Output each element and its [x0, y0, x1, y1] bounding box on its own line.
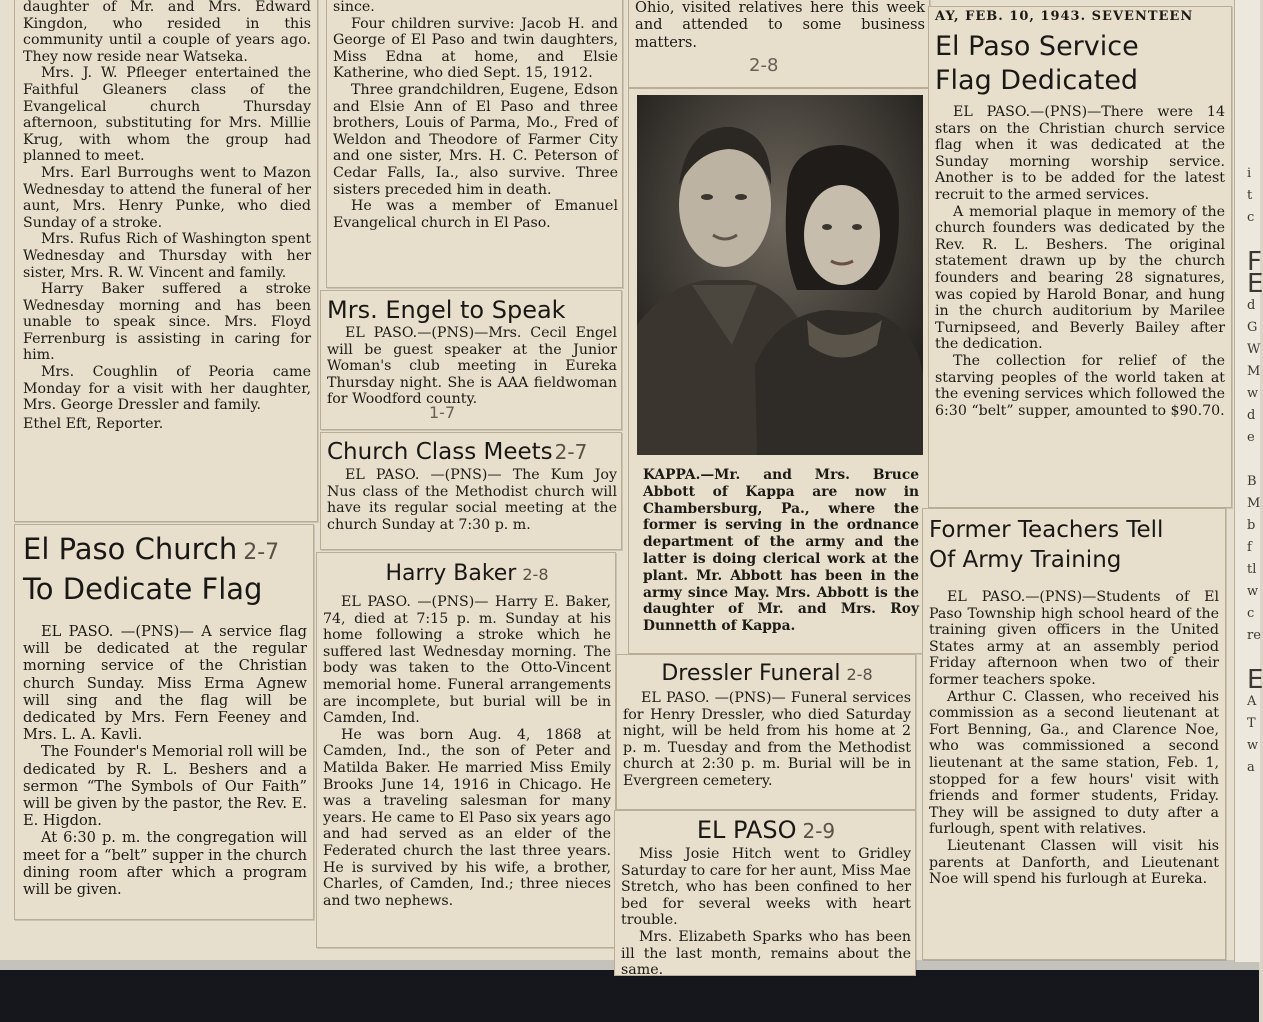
- paragraph: The Founder's Memorial roll will be dedicated by R. L. Beshers and a sermon “The Symbols of Our Faith” will be given by the pastor, the Rev. E. E. Higdon.: [23, 743, 307, 830]
- clipping-visit-note: [628, 0, 930, 88]
- paragraph: At 6:30 p. m. the congregation will meet for a “belt” supper in the church dining room after which a program will be given.: [23, 829, 307, 899]
- edge-letter: M: [1247, 364, 1261, 379]
- headline: [323, 559, 611, 590]
- edge-letter: G: [1247, 320, 1258, 335]
- paragraph: Miss Josie Hitch went to Gridley Saturday to care for her aunt, Miss Mae Stretch, who has been confined to her bed for several weeks with heart trouble.: [621, 846, 911, 929]
- handwritten-date: 1-7: [429, 403, 456, 422]
- headline-line-2: Of Army Training: [929, 547, 1122, 573]
- edge-letters: [1247, 160, 1263, 776]
- handwritten-date: 2-8: [522, 565, 549, 584]
- clipping-flag-article: [14, 524, 314, 920]
- edge-letter: tl: [1247, 562, 1257, 577]
- edge-letter: w: [1247, 584, 1259, 599]
- handwritten-date: 2-8: [846, 665, 873, 684]
- clipping-obituary-continued: [326, 0, 623, 288]
- edge-letter: b: [1247, 518, 1256, 533]
- edge-letter: i: [1247, 166, 1252, 181]
- paragraph: The collection for relief of the starving peoples of the world taken at the evening services which followed the 6:30 “belt” supper, amounted to $90.70.: [935, 352, 1225, 419]
- paragraph: since.: [333, 0, 375, 15]
- paragraph: daughter of Mr. and Mrs. Edward Kingdon, who resided in this community until a couple of years ago. They now reside near Watseka.: [23, 0, 311, 65]
- paragraph: EL PASO.—(PNS)—There were 14 stars on the Christian church service flag when it was dedicated at the Sunday morning worship service. Another is to be added for the latest recruit to the armed services.: [935, 104, 1225, 203]
- headline-line-2: To Dedicate Flag: [23, 572, 263, 606]
- edge-letter: d: [1247, 298, 1256, 313]
- paragraph: A memorial plaque in memory of the church founders was dedicated by the Rev. R. L. Beshers. The original statement drawn up by the church founders and bearing 28 signatures, was copied by Harold Bonar, and hung in the church auditorium by Marilee Turnipseed, and Beverly Bailey after the dedication.: [935, 203, 1225, 353]
- paragraph: Harry Baker suffered a stroke Wednesday morning and has been unable to speak since. Mrs. Floyd Ferrenburg is assisting in caring for him.: [23, 281, 311, 364]
- headline-line-1: El Paso Service: [935, 31, 1139, 62]
- edge-letter: M: [1247, 496, 1261, 511]
- handwritten-date: 2-7: [554, 440, 588, 464]
- edge-letter: F: [1247, 247, 1262, 277]
- clipping-church-class: [320, 432, 622, 550]
- partial-clipping-right: [1234, 0, 1263, 962]
- photo-portrait: [637, 95, 923, 455]
- handwritten-date: 2-7: [243, 540, 280, 565]
- paragraph: EL PASO. —(PNS)— The Kum Joy Nus class of the Methodist church will have its regular social meeting at the church Sunday at 7:30 p. m.: [327, 467, 617, 533]
- paragraph: Mrs. Elizabeth Sparks who has been ill the last month, remains about the same.: [621, 928, 911, 979]
- paragraph: Three grandchildren, Eugene, Edson and Elsie Ann of El Paso and three brothers, Louis of Parma, Mo., Fred of Weldon and Theodore of Farmer City and one sister, Mrs. H. C. Peterson of Cedar Falls, Ia., also survive. Three sisters preceded him in death.: [333, 81, 618, 198]
- paragraph: Mrs. Rufus Rich of Washington spent Wednesday and Thursday with her sister, Mrs. R. W. Vincent and family.: [23, 231, 311, 281]
- paragraph: EL PASO. —(PNS)— Harry E. Baker, 74, died at 7:15 p. m. Sunday at his home following a stroke which he suffered last Wednesday morning. The body was taken to the Otto-Vincent memorial home. Funeral arrangements are incomplete, but burial will be in Camden, Ind.: [323, 594, 611, 727]
- couple-photograph: [637, 95, 923, 455]
- headline-text: Harry Baker: [385, 561, 517, 586]
- dateline: AY, FEB. 10, 1943. SEVENTEEN: [935, 9, 1194, 24]
- edge-letter: T: [1247, 716, 1256, 731]
- edge-letter: c: [1247, 210, 1255, 225]
- paragraph: He was born Aug. 4, 1868 at Camden, Ind., the son of Peter and Matilda Baker. He married Miss Emily Brooks June 14, 1916 in Chicago. He was a traveling salesman for many years. He came to El Paso six years ago and had served as an elder of the Federated church the last three years. He is survived by his wife, a brother, Charles, of Camden, Ind.; three nieces and two nephews.: [323, 726, 611, 909]
- edge-letter: f: [1247, 540, 1252, 555]
- headline-text: Dressler Funeral: [661, 661, 841, 686]
- edge-letter: re: [1247, 628, 1261, 643]
- clipping-dressler-funeral: [616, 654, 916, 810]
- paragraph: Ohio, visited relatives here this week and attended to some business matters.: [635, 0, 925, 51]
- paragraph: Mrs. J. W. Pfleeger entertained the Faithful Gleaners class of the Evangelical church Thursday afternoon, substituting for Mrs. Millie Krug, with whom the group had planned to meet.: [23, 65, 311, 165]
- edge-letter: t: [1247, 188, 1253, 203]
- clipping-el-paso-notes: [614, 810, 916, 979]
- handwritten-date: 2-9: [802, 819, 836, 843]
- photo-caption: KAPPA.—Mr. and Mrs. Bruce Abbott of Kappa are now in Chambersburg, Pa., where the former is serving in the ordnance department of the army and the latter is doing clerical work at the plant. Mr. Abbott has been in the army since May. Mrs. Abbott is the daughter of Mr. and Mrs. Roy Dunnetth of Kappa.: [643, 467, 919, 635]
- headline: [23, 531, 307, 571]
- paragraph: EL PASO. —(PNS)— A service flag will be dedicated at the regular morning service of the Christian church Sunday. Miss Erma Agnew will sing and the flag will be dedicated by Mrs. Fern Feeney and Mrs. L. A. Kavli.: [23, 623, 307, 744]
- headline: [327, 437, 617, 467]
- headline-line-1: El Paso Church: [23, 532, 238, 566]
- edge-letter: W: [1247, 342, 1261, 357]
- headline-line-1: Former Teachers Tell: [929, 517, 1164, 543]
- clipping-kappa-photo: [628, 88, 930, 654]
- edge-letter: w: [1247, 386, 1259, 401]
- paragraph: Mrs. Coughlin of Peoria came Monday for a visit with her daughter, Mrs. George Dressler and family.: [23, 364, 311, 414]
- edge-letter: e: [1247, 430, 1255, 445]
- headline-line-2: Flag Dedicated: [935, 65, 1139, 96]
- clipping-service-flag: [928, 6, 1232, 508]
- paragraph: He was a member of Emanuel Evangelical church in El Paso.: [333, 198, 618, 231]
- edge-letter: a: [1247, 760, 1255, 775]
- edge-letter: c: [1247, 606, 1255, 621]
- headline-text: EL PASO: [696, 816, 797, 844]
- paragraph: Four children survive: Jacob H. and George of El Paso and twin daughters, Miss Edna at home, and Elsie Katherine, who died Sept. 15, 1912.: [333, 15, 618, 82]
- clipping-engel: [320, 290, 622, 430]
- clipping-harry-baker: [316, 552, 616, 948]
- edge-letter: E: [1247, 269, 1263, 299]
- clipping-former-teachers: [922, 508, 1226, 960]
- edge-letter: A: [1247, 694, 1257, 709]
- paragraph: Mrs. Earl Burroughs went to Mazon Wednesday to attend the funeral of her aunt, Mrs. Henry Punke, who died Sunday of a stroke.: [23, 164, 311, 231]
- headline: [623, 659, 911, 690]
- paragraph: EL PASO.—(PNS)—Mrs. Cecil Engel will be guest speaker at the Junior Woman's club meeting in Eureka Thursday night. She is AAA fieldwoman for Woodford county.: [327, 325, 617, 408]
- edge-letter: B: [1247, 474, 1257, 489]
- paragraph: EL PASO.—(PNS)—Students of El Paso Township high school heard of the training given officers in the United States army at an assembly period Friday afternoon when two of their former teachers spoke.: [929, 589, 1219, 688]
- paragraph: EL PASO. —(PNS)— Funeral services for Henry Dressler, who died Saturday night, will be held from his home at 2 p. m. Tuesday and from the Methodist church at 2:30 p. m. Burial will be in Evergreen cemetery.: [623, 690, 911, 789]
- headline: [621, 815, 911, 846]
- reporter-signature: Ethel Eft, Reporter.: [23, 415, 164, 432]
- handwritten-date: 2-8: [749, 55, 779, 76]
- headline-text: Church Class Meets: [327, 439, 553, 465]
- clipping-social-notes: [14, 0, 318, 522]
- edge-letter: d: [1247, 408, 1256, 423]
- headline: Mrs. Engel to Speak: [327, 296, 566, 324]
- edge-letter: E: [1247, 665, 1263, 695]
- edge-letter: w: [1247, 738, 1259, 753]
- paragraph: Arthur C. Classen, who received his commission as a second lieutenant at Fort Benning, Ga., and Clarence Noe, who was commissioned a second lieutenant at the same station, Feb. 1, stopped for a few hours' visit with friends and former students, Friday. They will be assigned to duty after a furlough, spent with relatives.: [929, 688, 1219, 838]
- paragraph: Lieutenant Classen will visit his parents at Danforth, and Lieutenant Noe will spend his furlough at Eureka.: [929, 837, 1219, 888]
